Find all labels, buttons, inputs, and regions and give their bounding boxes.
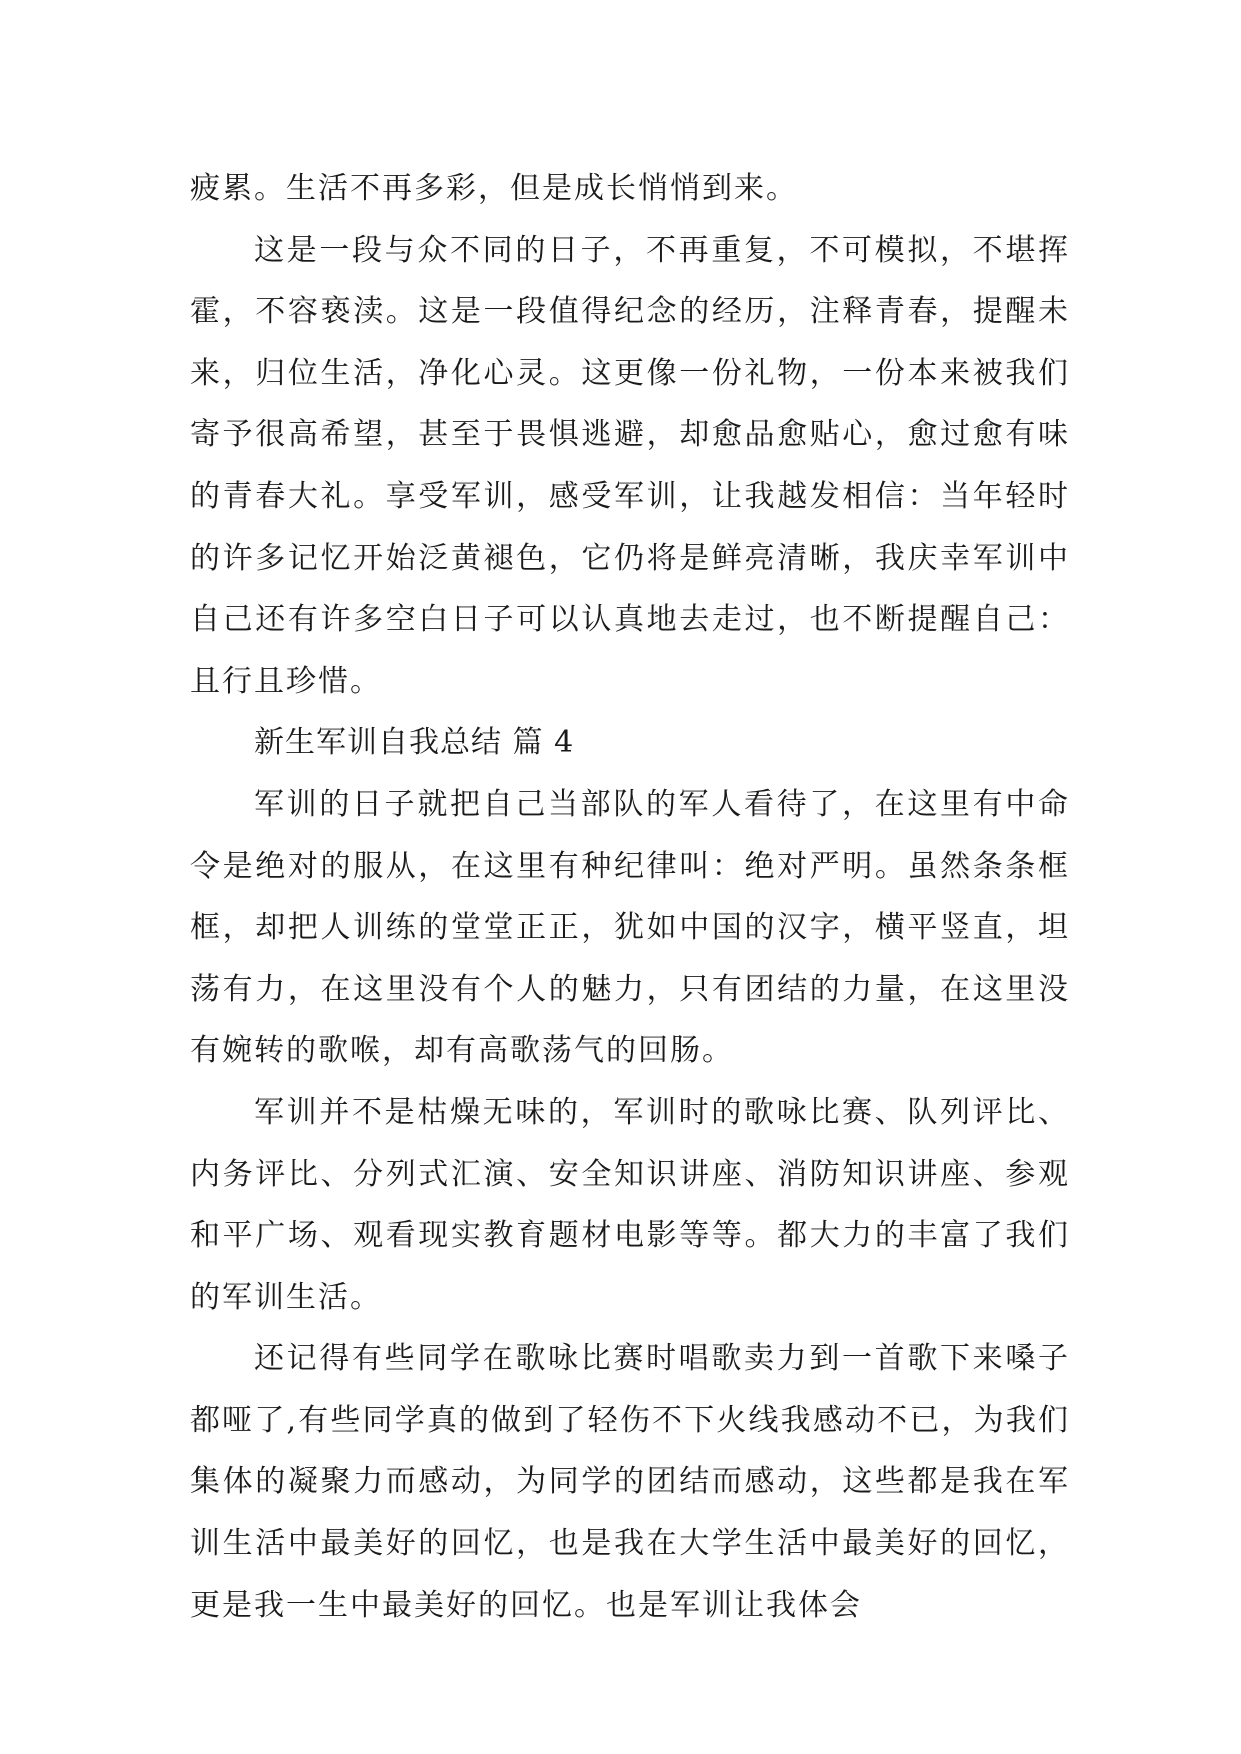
paragraph: 还记得有些同学在歌咏比赛时唱歌卖力到一首歌下来嗓子都哑了,有些同学真的做到了轻伤不下火线我感动不已，为我们集体的凝聚力而感动，为同学的团结而感动，这些都是我在军训生活中最美好的回忆，也是我在大学生活中最美好的回忆，更是我一生中最美好的回忆。也是军训让我体会: [190, 1341, 1070, 1623]
paragraph: 军训并不是枯燥无味的，军训时的歌咏比赛、队列评比、内务评比、分列式汇演、安全知识讲座、消防知识讲座、参观和平广场、观看现实教育题材电影等等。都大力的丰富了我们的军训生活。: [190, 1094, 1070, 1315]
section-heading: 新生军训自我总结 篇 4: [254, 725, 575, 761]
paragraph: 军训的日子就把自己当部队的军人看待了，在这里有中命令是绝对的服从，在这里有种纪律叫：绝对严明。虽然条条框框，却把人训练的堂堂正正，犹如中国的汉字，横平竖直，坦荡有力，在这里没有个人的魅力，只有团结的力量，在这里没有婉转的歌喉，却有高歌荡气的回肠。: [190, 786, 1070, 1069]
document-body: [190, 158, 1070, 1636]
paragraph: 疲累。生活不再多彩，但是成长悄悄到来。: [190, 171, 798, 206]
paragraph: 这是一段与众不同的日子，不再重复，不可模拟，不堪挥霍，不容亵渎。这是一段值得纪念的经历，注释青春，提醒未来，归位生活，净化心灵。这更像一份礼物，一份本来被我们寄予很高希望，甚至于畏惧逃避，却愈品愈贴心，愈过愈有味的青春大礼。享受军训，感受军训，让我越发相信：当年轻时的许多记忆开始泛黄褪色，它仍将是鲜亮清晰，我庆幸军训中自己还有许多空白日子可以认真地去走过，也不断提醒自己：且行且珍惜。: [190, 232, 1070, 699]
